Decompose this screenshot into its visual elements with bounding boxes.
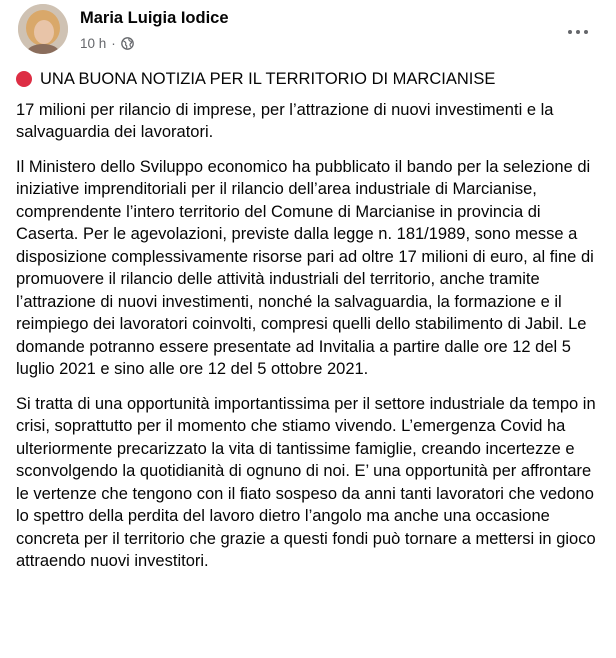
meta-separator: · (111, 36, 116, 51)
red-circle-icon (16, 71, 32, 87)
avatar[interactable] (18, 4, 68, 54)
headline-text: UNA BUONA NOTIZIA PER IL TERRITORIO DI MARCIANISE (40, 70, 496, 88)
post-headline (16, 68, 600, 91)
author-name[interactable]: Maria Luigia Iodice (80, 9, 229, 27)
post-time[interactable]: 10 h (80, 36, 107, 51)
paragraph-3: Si tratta di una opportunità importantissima per il settore industriale da tempo in crisi, soprattutto per il momento che stiamo vivendo. L’emergenza Covid ha ulteriormente precarizzato la vita di tantissime famiglie, creando incertezze e sconvolgendo la quotidianità di ognuno di noi. E’ una opportunità per affrontare le vertenze che tengono con il fiato sospeso da anni tanti lavoratori che vedono lo spettro della perdita del lavoro dietro l’angolo ma anche una occasione concreta per il territorio che grazie a questi fondi può tornare a mettersi in gioco attraendo nuovi investitori. (16, 394, 596, 570)
globe-icon[interactable] (121, 37, 134, 50)
post-header (16, 0, 600, 62)
post-meta (80, 36, 134, 51)
paragraph-1: 17 milioni per rilancio di imprese, per l’attrazione di nuovi investimenti e la salvaguardia dei lavoratori. (16, 100, 554, 141)
paragraph-2: Il Ministero dello Sviluppo economico ha pubblicato il bando per la selezione di iniziative imprenditoriali per il rilancio dell’area industriale di Marcianise, comprendente l’intero territorio del Comune di Marcianise in provincia di Caserta. Per le agevolazioni, previste dalla legge n. 181/1989, sono messe a disposizione complessivamente risorse pari ad oltre 17 milioni di euro, al fine di promuovere il rilancio delle attività industriali del territorio, anche tramite l’attrazione di nuovi investimenti, nonché la salvaguardia, la formazione e il reimpiego dei lavoratori coinvolti, compresi quelli dello stabilimento di Jabil. Le domande potranno essere presentate ad Invitalia a partire dalle ore 12 del 5 luglio 2021 e sino alle ore 12 del 5 ottobre 2021. (16, 157, 594, 378)
post-body (16, 68, 600, 573)
more-options-icon[interactable] (560, 20, 596, 44)
